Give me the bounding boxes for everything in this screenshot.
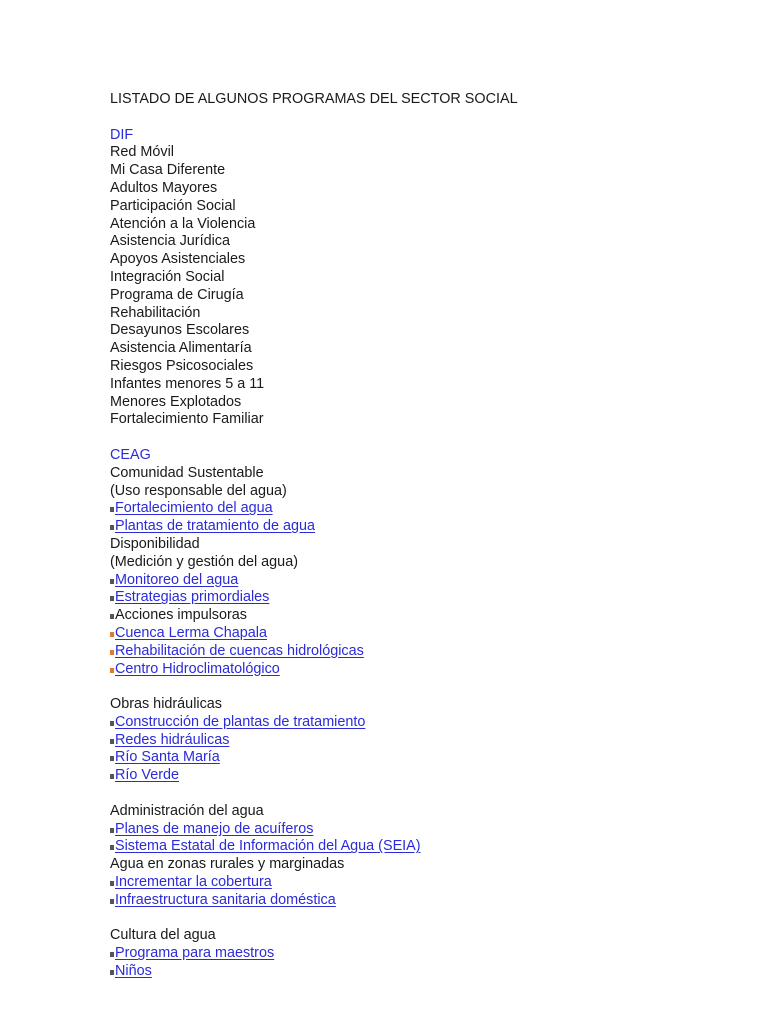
subsection-cultura-del-agua: Cultura del agua (110, 927, 216, 944)
list-item (110, 589, 730, 607)
square-bullet-icon (110, 952, 114, 957)
dif-item: Participación Social (110, 197, 236, 214)
link-monitoreo-del-agua[interactable]: Monitoreo del agua (115, 571, 239, 588)
square-bullet-icon (110, 756, 114, 761)
square-bullet-icon (110, 739, 114, 744)
dif-item: Asistencia Alimentaría (110, 340, 252, 357)
subsection-acciones: Acciones impulsoras (115, 607, 247, 624)
subsection-zonas-rurales: Agua en zonas rurales y marginadas (110, 856, 345, 873)
list-item (110, 607, 730, 625)
list-item (110, 821, 730, 839)
document-body (110, 91, 730, 981)
list-item (110, 963, 730, 981)
link-programa-para-maestros[interactable]: Programa para maestros (115, 945, 275, 962)
link-seia[interactable]: Sistema Estatal de Información del Agua (SEIA) (115, 838, 421, 855)
list-item (110, 518, 730, 536)
dif-item: Asistencia Jurídica (110, 233, 230, 250)
list-item (110, 625, 730, 643)
list-item (110, 892, 730, 910)
link-cuenca-lerma-chapala[interactable]: Cuenca Lerma Chapala (115, 624, 267, 641)
dif-heading: DIF (110, 126, 134, 143)
dif-item: Infantes menores 5 a 11 (110, 375, 265, 392)
dif-item: Mi Casa Diferente (110, 162, 226, 179)
dif-item: Fortalecimiento Familiar (110, 411, 264, 428)
list-item (110, 500, 730, 518)
square-bullet-icon (110, 579, 114, 584)
orange-square-bullet-icon (110, 668, 114, 673)
square-bullet-icon (110, 828, 114, 833)
list-item (110, 767, 730, 785)
dif-item: Integración Social (110, 268, 225, 285)
square-bullet-icon (110, 845, 114, 850)
square-bullet-icon (110, 899, 114, 904)
link-estrategias-primordiales[interactable]: Estrategias primordiales (115, 589, 270, 606)
subsection-obras-hidraulicas: Obras hidráulicas (110, 696, 222, 713)
list-item (110, 838, 730, 856)
dif-item: Rehabilitación (110, 304, 201, 321)
link-rehabilitacion-de-cuencas[interactable]: Rehabilitación de cuencas hidrológicas (115, 642, 364, 659)
link-planes-de-manejo[interactable]: Planes de manejo de acuíferos (115, 820, 314, 837)
subsection-medicion-note: (Medición y gestión del agua) (110, 553, 298, 570)
list-item (110, 661, 730, 679)
dif-item: Adultos Mayores (110, 179, 218, 196)
dif-item: Menores Explotados (110, 393, 242, 410)
link-infraestructura-sanitaria[interactable]: Infraestructura sanitaria doméstica (115, 891, 336, 908)
list-item (110, 749, 730, 767)
square-bullet-icon (110, 507, 114, 512)
dif-item: Desayunos Escolares (110, 322, 250, 339)
dif-item: Apoyos Asistenciales (110, 251, 246, 268)
dif-item: Red Móvil (110, 144, 174, 161)
square-bullet-icon (110, 614, 114, 619)
subsection-uso-note: (Uso responsable del agua) (110, 482, 287, 499)
dif-item: Programa de Cirugía (110, 286, 244, 303)
dif-item: Atención a la Violencia (110, 215, 256, 232)
list-item (110, 732, 730, 750)
square-bullet-icon (110, 970, 114, 975)
square-bullet-icon (110, 525, 114, 530)
link-ninos[interactable]: Niños (115, 963, 152, 980)
link-plantas-de-tratamiento[interactable]: Plantas de tratamiento de agua (115, 518, 316, 535)
link-construccion-de-plantas[interactable]: Construcción de plantas de tratamiento (115, 713, 366, 730)
dif-item: Riesgos Psicosociales (110, 357, 254, 374)
list-item (110, 714, 730, 732)
link-rio-verde[interactable]: Río Verde (115, 767, 179, 784)
link-rio-santa-maria[interactable]: Río Santa María (115, 749, 220, 766)
list-item (110, 874, 730, 892)
square-bullet-icon (110, 721, 114, 726)
link-incrementar-la-cobertura[interactable]: Incrementar la cobertura (115, 874, 272, 891)
link-fortalecimiento-del-agua[interactable]: Fortalecimiento del agua (115, 500, 273, 517)
subsection-comunidad: Comunidad Sustentable (110, 464, 264, 481)
subsection-disponibilidad: Disponibilidad (110, 535, 200, 552)
square-bullet-icon (110, 596, 114, 601)
orange-square-bullet-icon (110, 632, 114, 637)
ceag-heading: CEAG (110, 446, 151, 463)
list-item (110, 643, 730, 661)
subsection-administracion: Administración del agua (110, 802, 264, 819)
square-bullet-icon (110, 881, 114, 886)
link-redes-hidraulicas[interactable]: Redes hidráulicas (115, 731, 230, 748)
list-item (110, 572, 730, 590)
list-item (110, 945, 730, 963)
square-bullet-icon (110, 774, 114, 779)
link-centro-hidroclimatologico[interactable]: Centro Hidroclimatológico (115, 660, 280, 677)
page-title: LISTADO DE ALGUNOS PROGRAMAS DEL SECTOR SOCIAL (110, 91, 518, 107)
orange-square-bullet-icon (110, 650, 114, 655)
